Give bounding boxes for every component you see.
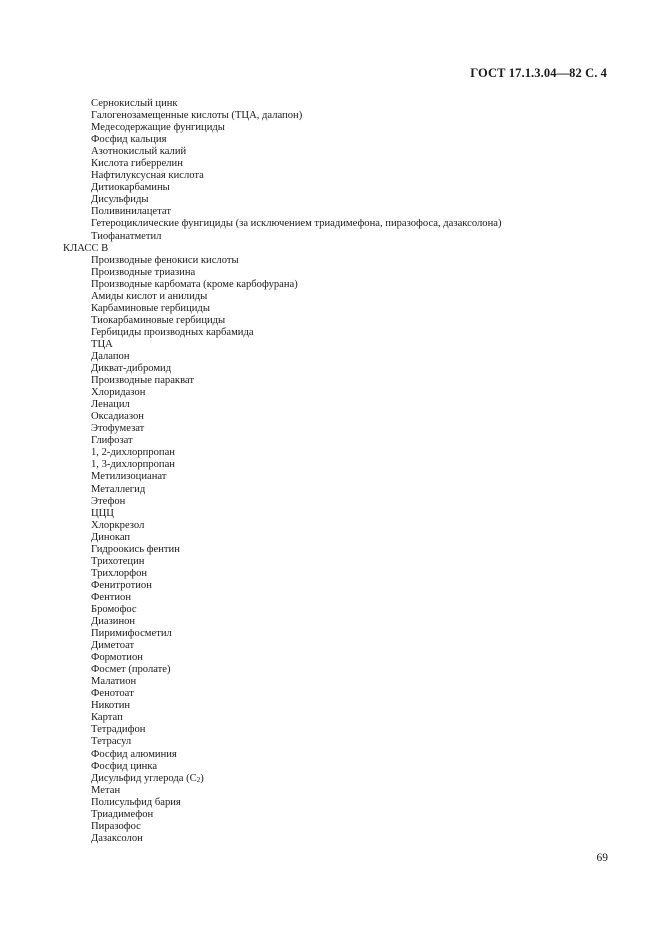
list-item: Фосфид кальция xyxy=(91,134,167,146)
list-item: Оксадиазон xyxy=(91,411,144,423)
list-item: Никотин xyxy=(91,700,131,712)
list-item: Медесодержащие фунгициды xyxy=(91,122,225,134)
document-body xyxy=(60,98,621,845)
list-item: Поливинилацетат xyxy=(91,206,171,218)
list-item: Полисульфид бария xyxy=(91,796,181,808)
list-item: Сернокислый цинк xyxy=(91,98,178,109)
list-item: Бромофос xyxy=(91,603,137,615)
list-item: Тетрасул xyxy=(91,736,132,748)
class-b-list-continued xyxy=(60,785,621,845)
list-item-carbon-disulfide xyxy=(60,773,621,785)
list-item: Пиразофос xyxy=(91,820,141,832)
list-item: Гидроокись фентин xyxy=(91,543,180,555)
list-item: Этофумезат xyxy=(91,423,145,435)
list-item: Картап xyxy=(91,712,123,724)
list-item: Фенотоат xyxy=(91,688,134,700)
list-item: Ленацил xyxy=(91,399,130,411)
list-item: Пиримифосметил xyxy=(91,628,172,640)
list-item: Формотион xyxy=(91,652,143,664)
list-item: ЦЦЦ xyxy=(91,507,114,519)
list-item: Дазаксолон xyxy=(91,832,143,844)
list-item: Гетероциклические фунгициды (за исключением триадимефона, пиразофоса, дазаксолона) xyxy=(91,218,502,230)
list-item: Метан xyxy=(91,784,121,796)
list-item: Хлоридазон xyxy=(91,387,146,399)
list-item: Глифозат xyxy=(91,435,133,447)
list-item: Тетрадифон xyxy=(91,724,146,736)
list-item: ТЦА xyxy=(91,338,113,350)
list-item: Динокап xyxy=(91,531,131,543)
list-item: Фентион xyxy=(91,591,132,603)
list-item: Азотнокислый калий xyxy=(91,146,187,158)
page-header: ГОСТ 17.1.3.04—82 С. 4 xyxy=(470,66,607,80)
class-b-list xyxy=(60,255,621,773)
cs2-subscript: 2 xyxy=(196,775,201,784)
list-item: Триадимефон xyxy=(91,808,154,820)
list-item: Гербициды производных карбамида xyxy=(91,326,254,338)
cs2-text: Дисульфид углерода (С xyxy=(91,772,197,784)
list-item: Производные фенокиси кислоты xyxy=(91,254,239,266)
class-a-continued-list xyxy=(60,98,621,243)
list-item: Трихлорфон xyxy=(91,567,148,579)
page-number: 69 xyxy=(596,852,608,864)
list-item: Метилизоцианат xyxy=(91,471,167,483)
list-item: Хлоркрезол xyxy=(91,519,145,531)
list-item: Малатион xyxy=(91,676,137,688)
list-item: Диазинон xyxy=(91,616,136,628)
list-item: Дитиокарбамины xyxy=(91,182,170,194)
list-item: 1, 2-дихлорпропан xyxy=(91,447,175,459)
list-item: Нафтилуксусная кислота xyxy=(91,170,204,182)
list-item: Производные паракват xyxy=(91,375,194,387)
list-item: Кислота гиберрелин xyxy=(91,158,183,170)
list-item: Дикват-дибромид xyxy=(91,363,172,375)
list-item: Тиофанатметил xyxy=(91,230,162,242)
list-item: Металлегид xyxy=(91,483,146,495)
list-item: Фосмет (пролате) xyxy=(91,664,171,676)
list-item: Карбаминовые гербициды xyxy=(91,302,210,314)
list-item: 1, 3-дихлорпропан xyxy=(91,459,175,471)
list-item: Галогенозамещенные кислоты (ТЦА, далапон) xyxy=(91,110,303,122)
list-item: Диметоат xyxy=(91,640,135,652)
list-item: Этефон xyxy=(91,495,126,507)
list-item: Далапон xyxy=(91,350,130,362)
list-item: Производные карбомата (кроме карбофурана) xyxy=(91,278,298,290)
list-item: Фосфид цинка xyxy=(91,760,158,772)
list-item: Производные триазина xyxy=(91,266,196,278)
list-item: Тиокарбаминовые гербициды xyxy=(91,314,226,326)
list-item: Амиды кислот и анилиды xyxy=(91,290,208,302)
class-b-heading: КЛАСС В xyxy=(63,242,109,254)
list-item: Фенитротион xyxy=(91,579,152,591)
list-item: Трихотецин xyxy=(91,555,145,567)
list-item: Фосфид алюминия xyxy=(91,748,177,760)
list-item: Дисульфиды xyxy=(91,194,149,206)
cs2-close: ) xyxy=(200,772,204,784)
